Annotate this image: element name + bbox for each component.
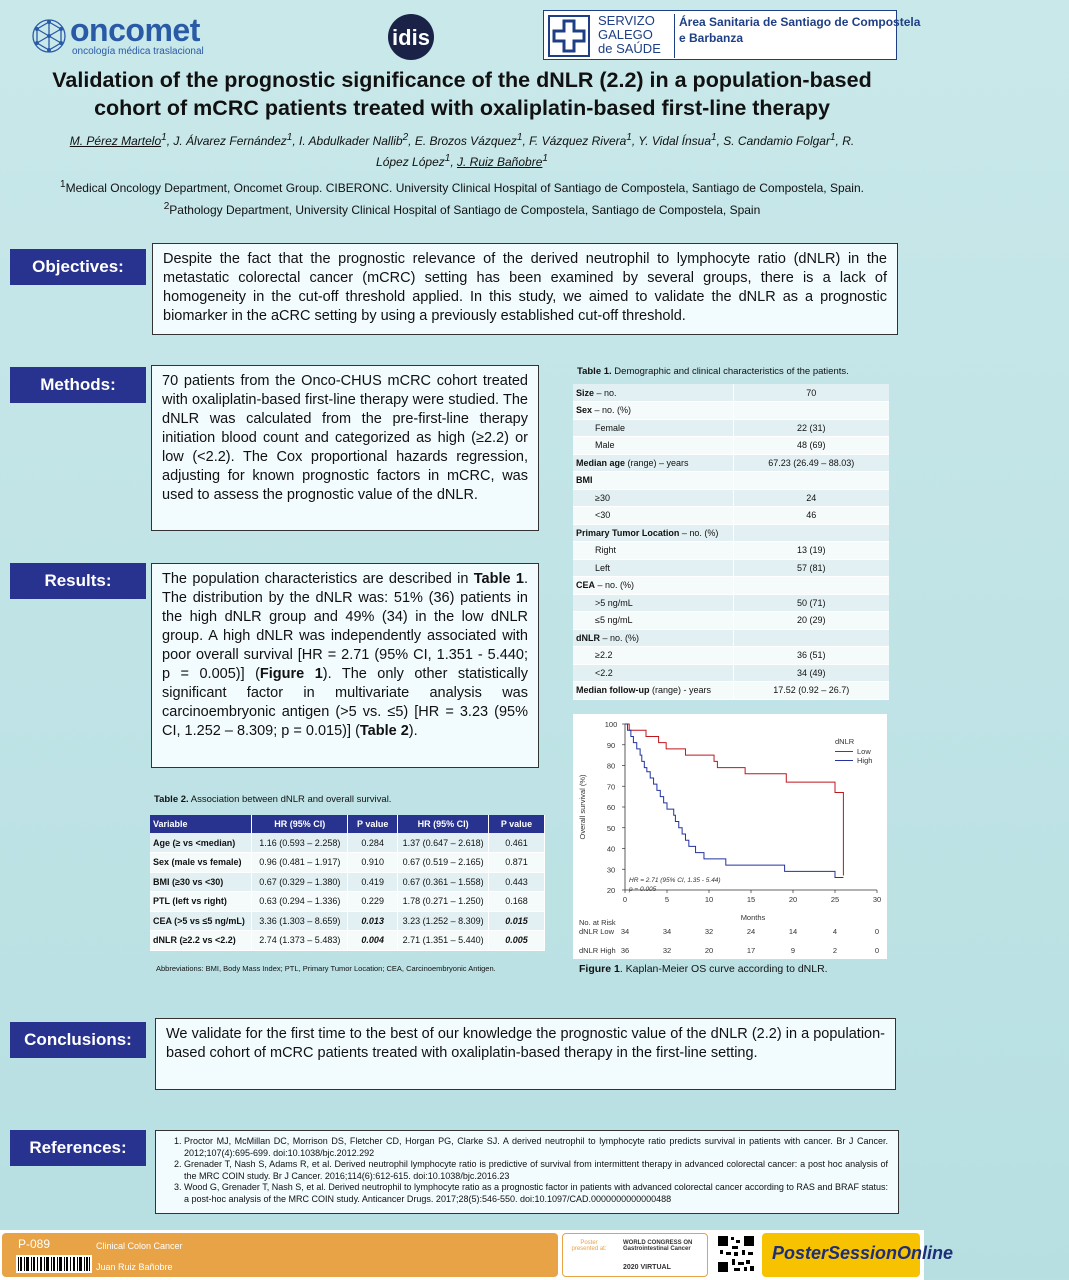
pso-name: PosterSessionOnline [772, 1243, 954, 1263]
author-name: , E. Brozos Vázquez [408, 134, 517, 148]
risk-row-label: dNLR High [579, 946, 616, 955]
author-name: J. Ruiz Bañobre [457, 155, 543, 169]
postersessiononline-logo [762, 1233, 954, 1277]
table1-label: Left [573, 559, 733, 577]
table1-value [733, 472, 889, 490]
table1-value: 36 (51) [733, 647, 889, 665]
km-chart [573, 714, 887, 959]
results-text-part: The population characteristics are described in [162, 571, 474, 587]
table2-variable: Sex (male vs female) [150, 853, 252, 873]
table1-row [573, 542, 889, 560]
conclusions-text: We validate for the first time to the best of our knowledge the prognostic value of the dNLR (2.2) in a population-based cohort of mCRC patients treated with oxaliplatin-based therapy in the first-line setting. [155, 1018, 896, 1090]
author-name: , S. Candamio Folgar [716, 134, 830, 148]
author-affiliation-sup: 1 [711, 132, 717, 143]
legend-label: High [857, 756, 873, 765]
references-box [155, 1130, 899, 1214]
author-name: , F. Vázquez Rivera [522, 134, 627, 148]
table2-variable: CEA (>5 vs ≤5 ng/mL) [150, 911, 252, 931]
table2-hr-multivariate: 2.71 (1.351 – 5.440) [398, 931, 489, 951]
table1-label [573, 472, 733, 490]
risk-value: 24 [746, 927, 756, 936]
table1-row [573, 384, 889, 402]
y-tick-label: 40 [606, 844, 616, 854]
risk-value: 17 [746, 946, 756, 955]
table1-row [573, 472, 889, 490]
table1-label [573, 402, 733, 420]
oncomet-subtitle: oncología médica traslacional [72, 46, 204, 57]
reference-item: 2. Grenader T, Nash S, Adams R, et al. Derived neutrophil lymphocyte ratio is predictive of survival from intermittent therapy in advanced colorectal cancer: a post hoc analysis of the MRC COIN study. Br J Cancer. 2016;114(6):612-615. doi:10.1038/bjc.2016.23 [184, 1159, 888, 1182]
sergas-cross-icon [548, 15, 590, 57]
table1-label [573, 682, 733, 700]
risk-table-title: No. at Risk [579, 918, 616, 927]
y-tick-label: 60 [606, 803, 616, 812]
table1-value: 17.52 (0.92 – 26.7) [733, 682, 889, 700]
table1-value [733, 524, 889, 542]
table2 [150, 815, 545, 951]
risk-value: 14 [788, 927, 798, 936]
table2-hr-multivariate: 3.23 (1.252 – 8.309) [398, 911, 489, 931]
km-annotation: HR = 2.71 (95% CI, 1.35 - 5.44) [629, 877, 721, 884]
table1-row [573, 682, 889, 700]
figure1-caption: Figure 1. Kaplan-Meier OS curve according to dNLR. [579, 963, 828, 975]
table1-label-bold: Primary Tumor Location [576, 527, 680, 538]
table1-value: 13 (19) [733, 542, 889, 560]
y-tick-label: 80 [606, 761, 616, 771]
y-tick-label: 20 [606, 886, 616, 895]
t2-header: Variable [150, 815, 252, 833]
table2-p-multivariate: 0.005 [489, 931, 545, 951]
oncomet-logo [30, 12, 250, 62]
y-tick-label: 100 [604, 720, 618, 729]
results-text-part: ). The only other statistically significant factor in multivariate analysis was carcinoembryonic antigen (>5 vs. ≤5) [HR = 3.23 (95% CI, 1.252 – 8.309; p = 0.015)] ( [162, 666, 528, 739]
table1-label-bold: Median follow-up [576, 685, 650, 696]
risk-value: 34 [662, 927, 672, 936]
y-axis-label: Overall survival (%) [578, 774, 587, 840]
barcode-icon [16, 1255, 92, 1273]
table2-abbreviations: Abbreviations: BMI, Body Mass Index; PTL, Primary Tumor Location; CEA, Carcinoembryonic Antigen. [156, 964, 496, 973]
table1-row [573, 454, 889, 472]
table2-p-multivariate: 0.461 [489, 833, 545, 853]
table1-label [573, 524, 733, 542]
table1-value: 22 (31) [733, 419, 889, 437]
y-tick-label: 70 [606, 782, 616, 792]
author-affiliation-sup: 1 [161, 132, 167, 143]
table1-value: 34 (49) [733, 664, 889, 682]
qr-code-icon [716, 1234, 756, 1274]
reference-item: 1. Proctor MJ, McMillan DC, Morrison DS, Fletcher CD, Horgan PG, Clarke SJ. A derived neutrophil to lymphocyte ratio predicts survival in patients with cancer. Br J Cancer. 2012;107(4):695-699. doi:10.1038/bjc.2012.292 [184, 1136, 888, 1159]
table2-variable: PTL (left vs right) [150, 892, 252, 912]
authors-line-2 [20, 150, 904, 171]
table1-label-unit: (range) - years [649, 685, 712, 696]
table2-row [150, 833, 545, 853]
table1-value: 50 (71) [733, 594, 889, 612]
author-name: , [450, 155, 457, 169]
table2-hr-multivariate: 0.67 (0.361 – 1.558) [398, 872, 489, 892]
molecule-icon [30, 16, 68, 56]
table2-hr-univariate: 0.96 (0.481 – 1.917) [252, 853, 348, 873]
table1-label: >5 ng/mL [573, 594, 733, 612]
x-tick-label: 25 [830, 895, 840, 904]
conclusions-label: Conclusions: [10, 1022, 146, 1058]
results-text-part: Table 1 [473, 571, 524, 587]
x-tick-label: 10 [704, 895, 714, 904]
author-name: , I. Abdulkader Nallib [292, 134, 403, 148]
results-text-part: Table 2 [359, 723, 409, 739]
table2-variable: BMI (≥30 vs <30) [150, 872, 252, 892]
objectives-text: Despite the fact that the prognostic relevance of the derived neutrophil to lymphocyte ratio (dNLR) in the metastatic colorectal cancer (mCRC) setting has been examined by several groups, there is a lack of homogeneity in the cut-off threshold applied. In this study, we aimed to validate the dNLR as a prognostic biomarker in the aCRC setting by using a previously established cut-off threshold. [152, 243, 898, 335]
results-label: Results: [10, 563, 146, 599]
congress-virtual: 2020 VIRTUAL [623, 1264, 671, 1271]
table1-row [573, 437, 889, 455]
poster-code: P-089 [18, 1237, 51, 1251]
reference-item: 3. Wood G, Grenader T, Nash S, et al. Derived neutrophil to lymphocyte ratio as a prognostic factor in patients with advanced colorectal cancer according to RAS and BRAF status: a post-hoc analysis of the MRC COIN study. Anticancer Drugs. 2017;28(5):546-550. doi:10.1097/CAD.0000000000000488 [184, 1182, 888, 1205]
table2-row [150, 892, 545, 912]
author-affiliation-sup: 2 [402, 132, 409, 143]
risk-value: 20 [704, 946, 714, 955]
risk-value: 34 [620, 927, 630, 936]
table2-p-univariate: 0.910 [348, 853, 398, 873]
risk-value: 36 [620, 946, 630, 955]
table1-label: ≥30 [573, 489, 733, 507]
table1-label-bold: dNLR [576, 632, 600, 643]
author-affiliation-sup: 1 [626, 132, 632, 143]
table2-hr-univariate: 0.63 (0.294 – 1.336) [252, 892, 348, 912]
poster-title: Validation of the prognostic significance of the dNLR (2.2) in a population-based cohort of mCRC patients treated with oxaliplatin-based first-line therapy [52, 68, 872, 120]
sergas-name: SERVIZO GALEGO de SAÚDE [598, 13, 661, 56]
table1-row [573, 629, 889, 647]
table1-label [573, 577, 733, 595]
table2-variable: Age (≥ vs <median) [150, 833, 252, 853]
oncomet-name: oncomet [70, 12, 200, 48]
km-figure [573, 714, 887, 959]
table1-value: 48 (69) [733, 437, 889, 455]
table1 [573, 384, 889, 700]
table1-value [733, 629, 889, 647]
table2-p-univariate: 0.419 [348, 872, 398, 892]
poster-category: Clinical Colon Cancer [96, 1241, 183, 1251]
footer-bar [2, 1233, 558, 1277]
table2-hr-univariate: 2.74 (1.373 – 5.483) [252, 931, 348, 951]
author-affiliation-sup: 1 [542, 153, 548, 164]
table1-row [573, 664, 889, 682]
table1-row [573, 559, 889, 577]
table1-label: <2.2 [573, 664, 733, 682]
km-curve-high [625, 724, 843, 878]
x-tick-label: 5 [664, 895, 670, 904]
y-tick-label: 50 [606, 823, 616, 833]
table1-label-unit: – no. (%) [600, 632, 640, 643]
risk-value: 9 [790, 946, 796, 955]
y-tick-label: 90 [606, 740, 616, 750]
table1-label-bold: Median age [576, 457, 626, 468]
x-tick-label: 15 [746, 895, 756, 904]
author-affiliation-sup: 1 [444, 153, 451, 164]
results-text-part: ). [408, 723, 418, 739]
idis-logo [387, 12, 463, 62]
table1-label: Male [573, 437, 733, 455]
affiliation-2: $^2$Pathology Department, University Clinical Hospital of Santiago de Compostela, Santiago de Compostela, Spain [163, 201, 761, 217]
table2-caption: Table 2. Association between dNLR and overall survival. [154, 794, 392, 805]
references-label: References: [10, 1130, 146, 1166]
author-name: M. Pérez Martelo [69, 134, 162, 148]
t2-header: HR (95% CI) [252, 815, 348, 833]
table1-row [573, 419, 889, 437]
table2-hr-univariate: 3.36 (1.303 – 8.659) [252, 911, 348, 931]
table1-value: 57 (81) [733, 559, 889, 577]
author-affiliation-sup: 1 [829, 132, 836, 143]
sergas-logo [543, 10, 921, 60]
table1-row [573, 524, 889, 542]
author-name: , R. [835, 134, 855, 148]
table1-label-unit: – no. (%) [595, 580, 635, 591]
table1-label-bold: Sex [576, 405, 593, 416]
t2-header: HR (95% CI) [398, 815, 489, 833]
table2-row [150, 931, 545, 951]
table1-row [573, 612, 889, 630]
table1-label-unit: – no. (%) [592, 405, 632, 416]
table1-label-bold: CEA [576, 580, 596, 591]
table1-value: 70 [733, 384, 889, 402]
table1-label-bold: BMI [576, 475, 593, 486]
km-curve-low [625, 724, 843, 875]
author-name: , J. Álvarez Fernández [166, 134, 287, 148]
table1-label-unit: – no. [594, 387, 617, 398]
risk-value: 0 [874, 946, 880, 955]
table1-label [573, 454, 733, 472]
idis-text: idis [392, 25, 430, 50]
x-axis-label: Months [740, 913, 766, 922]
table1-label: Female [573, 419, 733, 437]
x-tick-label: 30 [872, 895, 882, 904]
risk-value: 4 [832, 927, 838, 936]
table1-row [573, 402, 889, 420]
t2-header: P value [348, 815, 398, 833]
table1-row [573, 577, 889, 595]
table1-label-unit: (range) – years [625, 457, 689, 468]
table2-hr-multivariate: 0.67 (0.519 – 2.165) [398, 853, 489, 873]
table1-label-unit: – no. (%) [679, 527, 719, 538]
y-tick-label: 30 [606, 865, 616, 875]
table2-row [150, 872, 545, 892]
table2-p-univariate: 0.284 [348, 833, 398, 853]
table2-p-multivariate: 0.015 [489, 911, 545, 931]
table1-value [733, 402, 889, 420]
author-name: , Y. Vidal Ínsua [631, 134, 712, 148]
table2-hr-univariate: 0.67 (0.329 – 1.380) [252, 872, 348, 892]
congress-name: WORLD CONGRESS ON Gastrointestinal Cancer [623, 1240, 693, 1252]
table2-p-multivariate: 0.443 [489, 872, 545, 892]
legend-title: dNLR [835, 737, 855, 746]
table2-p-multivariate: 0.871 [489, 853, 545, 873]
objectives-label: Objectives: [10, 249, 146, 285]
table2-p-univariate: 0.013 [348, 911, 398, 931]
poster-presented-label: Poster presented at: [571, 1240, 607, 1252]
table1-label [573, 629, 733, 647]
table2-p-multivariate: 0.168 [489, 892, 545, 912]
authors [20, 129, 904, 171]
methods-text: 70 patients from the Onco-CHUS mCRC cohort treated with oxaliplatin-based first-line therapy were studied. The dNLR was calculated from the pre-first-line therapy initiation blood count and categorized as high (≥2.2) or low (<2.2). The Cox proportional hazards regression, adjusting for known prognostic factors in mCRC, was used to assess the prognostic value of the dNLR. [151, 365, 539, 531]
references-list [184, 1136, 888, 1205]
table1-value: 20 (29) [733, 612, 889, 630]
poster-author: Juan Ruiz Bañobre [96, 1262, 173, 1272]
risk-value: 32 [704, 927, 714, 936]
table2-variable: dNLR (≥2.2 vs <2.2) [150, 931, 252, 951]
methods-label: Methods: [10, 367, 146, 403]
table1-label: <30 [573, 507, 733, 525]
table2-p-univariate: 0.004 [348, 931, 398, 951]
table2-hr-multivariate: 1.37 (0.647 – 2.618) [398, 833, 489, 853]
x-tick-label: 0 [622, 895, 628, 904]
table1-row [573, 507, 889, 525]
risk-value: 0 [874, 927, 880, 936]
x-tick-label: 20 [788, 895, 798, 904]
table1-label-bold: Size [576, 387, 595, 398]
results-text [151, 563, 539, 768]
author-name: López López [376, 155, 445, 169]
author-affiliation-sup: 1 [516, 132, 523, 143]
legend-label: Low [857, 747, 871, 756]
table1-label: ≥2.2 [573, 647, 733, 665]
risk-row-label: dNLR Low [579, 927, 615, 936]
table2-hr-multivariate: 1.78 (0.271 – 1.250) [398, 892, 489, 912]
results-text-part: . The distribution by the dNLR was: 51% (36) patients in the high dNLR group and 49% (34) in the low dNLR group. A high dNLR was independently associated with poor overall survival [HR = 2.71 (95% CI, 1.351 - 5.440; p = 0.005)] ( [162, 571, 529, 682]
t2-header: P value [489, 815, 545, 833]
table1-row [573, 594, 889, 612]
table1-value: 46 [733, 507, 889, 525]
table1-label: ≤5 ng/mL [573, 612, 733, 630]
table1-caption: Table 1. Demographic and clinical characteristics of the patients. [577, 366, 849, 377]
affiliation-1: $^1$Medical Oncology Department, Oncomet Group. CIBERONC. University Clinical Hospital of Santiago de Compostela, Santiago de Compostela, Spain. [60, 179, 864, 195]
area-sanitaria-name: Área Sanitaria de Santiago de Compostela e Barbanza [674, 14, 1069, 58]
risk-value: 32 [662, 946, 672, 955]
author-affiliation-sup: 1 [286, 132, 293, 143]
table1-value: 67.23 (26.49 – 88.03) [733, 454, 889, 472]
table2-row [150, 911, 545, 931]
table2-hr-univariate: 1.16 (0.593 – 2.258) [252, 833, 348, 853]
table2-p-univariate: 0.229 [348, 892, 398, 912]
risk-value: 2 [832, 946, 838, 955]
km-annotation: p = 0.005 [629, 886, 657, 893]
table1-row [573, 647, 889, 665]
esmo-congress-badge [562, 1233, 708, 1277]
authors-line-1 [20, 129, 904, 150]
table1-label: Right [573, 542, 733, 560]
table1-value: 24 [733, 489, 889, 507]
table1-value [733, 577, 889, 595]
table2-row [150, 853, 545, 873]
results-text-part: Figure 1 [259, 666, 323, 682]
table1-row [573, 489, 889, 507]
table1-label [573, 384, 733, 402]
